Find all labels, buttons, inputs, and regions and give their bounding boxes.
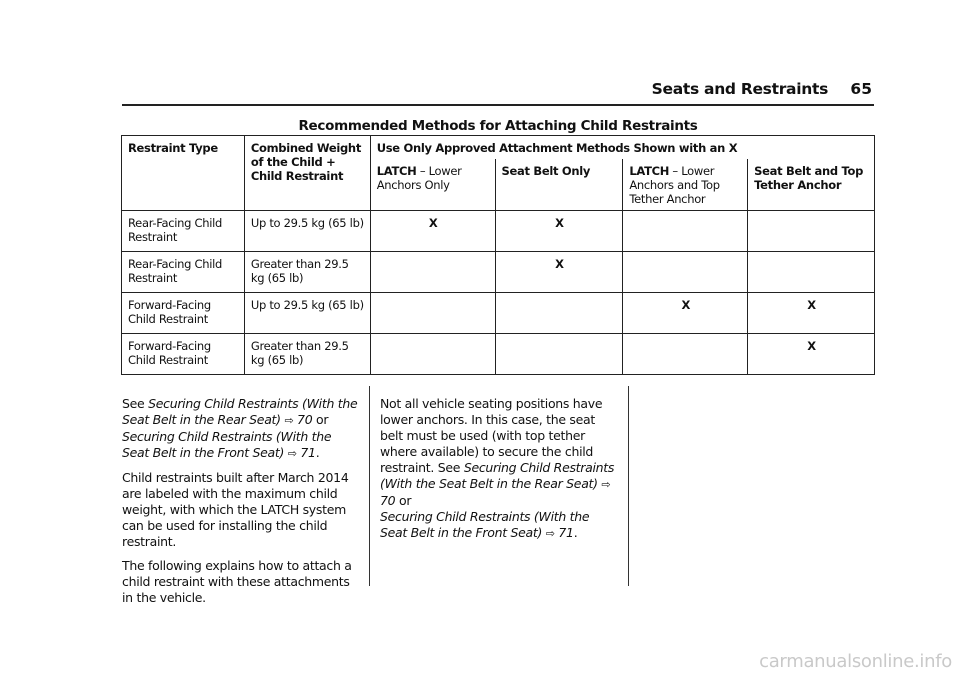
restraint-type-cell: Rear-Facing Child Restraint	[122, 211, 245, 252]
cross-reference-link[interactable]: Securing Child Restraints (With the Seat Belt in the Rear Seat)	[380, 460, 615, 491]
page-reference-number[interactable]: 71	[300, 445, 316, 460]
method-text: – Lower Anchors Only	[376, 164, 462, 192]
method-mark	[495, 334, 623, 375]
method-mark: X	[495, 211, 623, 252]
header-restraint-type: Restraint Type	[122, 136, 245, 211]
latch-label: LATCH	[376, 164, 417, 178]
header-combined-weight: Combined Weight of the Child + Child Restraint	[244, 136, 370, 211]
page-reference-arrow-icon: ⇨	[545, 527, 555, 540]
watermark: carmanualsonline.info	[759, 651, 952, 672]
header-method-seatbelt: Seat Belt Only	[495, 159, 623, 211]
page-header	[122, 76, 874, 106]
restraint-type-cell: Forward-Facing Child Restraint	[122, 293, 245, 334]
latch-label: LATCH	[629, 164, 670, 178]
header-methods-group: Use Only Approved Attachment Methods Shown with an X	[370, 136, 874, 160]
page-reference-arrow-icon: ⇨	[601, 478, 611, 491]
header-method-seatbelt-tether: Seat Belt and Top Tether Anchor	[748, 159, 875, 211]
weight-cell: Greater than 29.5 kg (65 lb)	[244, 334, 370, 375]
cross-reference-link[interactable]: Securing Child Restraints (With the Seat Belt in the Front Seat)	[380, 509, 590, 540]
right-text-column	[380, 396, 616, 550]
weight-cell: Up to 29.5 kg (65 lb)	[244, 211, 370, 252]
header-method-latch-tether	[623, 159, 748, 211]
paragraph-text: or	[395, 493, 412, 508]
column-divider	[628, 386, 629, 586]
left-text-column	[122, 396, 358, 614]
paragraph-text: .	[315, 445, 320, 460]
method-mark: X	[748, 293, 875, 334]
paragraph-text: .	[573, 525, 578, 540]
method-mark	[370, 334, 495, 375]
cross-reference-link[interactable]: Securing Child Restraints (With the Seat Belt in the Front Seat)	[122, 429, 332, 460]
weight-cell: Up to 29.5 kg (65 lb)	[244, 293, 370, 334]
column-divider	[369, 386, 370, 586]
latch-labeling-paragraph: Child restraints built after March 2014 are labeled with the maximum child weight, with which the LATCH system can be used for installing the child restraint.	[122, 470, 349, 549]
table-row	[122, 293, 875, 334]
weight-cell: Greater than 29.5 kg (65 lb)	[244, 252, 370, 293]
page-reference-number[interactable]: 70	[297, 412, 313, 427]
attachment-intro-paragraph: The following explains how to attach a child restraint with these attachments in the vehicle.	[122, 558, 352, 605]
cross-reference-link[interactable]: Securing Child Restraints (With the Seat Belt in the Rear Seat)	[122, 396, 358, 427]
table-title: Recommended Methods for Attaching Child Restraints	[298, 118, 698, 134]
method-mark	[623, 211, 748, 252]
method-mark	[623, 334, 748, 375]
paragraph-text: or	[312, 412, 329, 427]
child-restraint-methods-table	[121, 135, 875, 375]
table-row	[122, 334, 875, 375]
page-number: 65	[850, 80, 872, 98]
table-row	[122, 211, 875, 252]
see-references-paragraph	[122, 396, 358, 462]
paragraph-text: Not all vehicle seating positions have lower anchors. In this case, the seat belt must be used (with top tether where available) to secure the child restraint. See	[380, 396, 603, 475]
method-text: – Lower Anchors and Top Tether Anchor	[629, 164, 720, 206]
restraint-type-cell: Rear-Facing Child Restraint	[122, 252, 245, 293]
restraint-type-cell: Forward-Facing Child Restraint	[122, 334, 245, 375]
page-reference-arrow-icon: ⇨	[287, 447, 297, 460]
method-mark	[748, 211, 875, 252]
section-title: Seats and Restraints	[651, 80, 828, 98]
method-mark	[370, 293, 495, 334]
method-mark	[748, 252, 875, 293]
method-mark: X	[748, 334, 875, 375]
page-reference-number[interactable]: 71	[558, 525, 574, 540]
page-reference-arrow-icon: ⇨	[284, 414, 294, 427]
paragraph-text: See	[122, 396, 149, 411]
method-mark: X	[623, 293, 748, 334]
method-mark	[623, 252, 748, 293]
header-method-latch-lower	[370, 159, 495, 211]
method-mark: X	[370, 211, 495, 252]
table-row	[122, 252, 875, 293]
method-mark: X	[495, 252, 623, 293]
method-mark	[370, 252, 495, 293]
method-mark	[495, 293, 623, 334]
lower-anchors-paragraph	[380, 396, 616, 542]
page-reference-number[interactable]: 70	[380, 493, 396, 508]
